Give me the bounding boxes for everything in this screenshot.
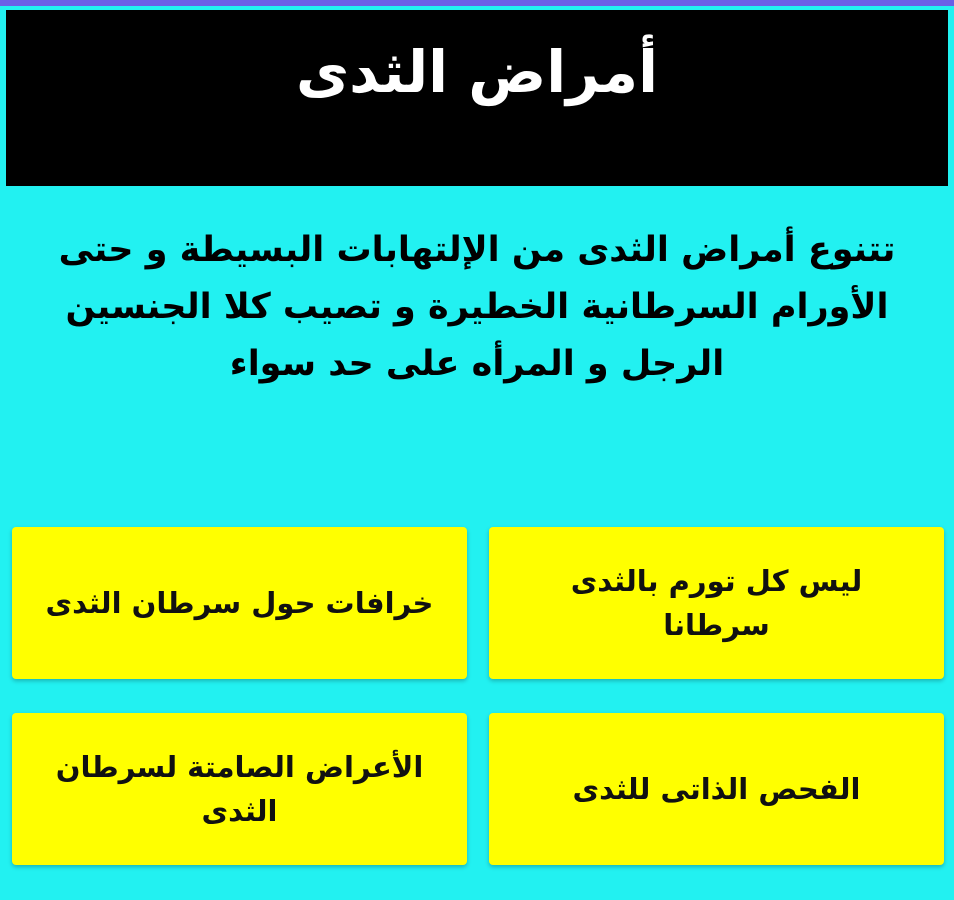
not-every-lump-cancer-button[interactable] <box>489 527 944 679</box>
intro-text: تتنوع أمراض الثدى من الإلتهابات البسيطة و حتى الأورام السرطانية الخطيرة و تصيب كلا الجنسين الرجل و المرأه على حد سواء <box>58 230 896 384</box>
status-strip <box>0 0 954 6</box>
topics-grid <box>12 527 944 865</box>
header-banner <box>6 10 948 186</box>
button-label: الأعراض الصامتة لسرطان الثدى <box>55 750 424 828</box>
breast-cancer-myths-button[interactable] <box>12 527 467 679</box>
page-title: أمراض الثدى <box>296 38 658 106</box>
button-label: ليس كل تورم بالثدى سرطانا <box>570 564 863 642</box>
self-examination-button[interactable] <box>489 713 944 865</box>
button-label: خرافات حول سرطان الثدى <box>45 586 434 620</box>
silent-symptoms-button[interactable] <box>12 713 467 865</box>
button-label: الفحص الذاتى للثدى <box>572 772 861 806</box>
